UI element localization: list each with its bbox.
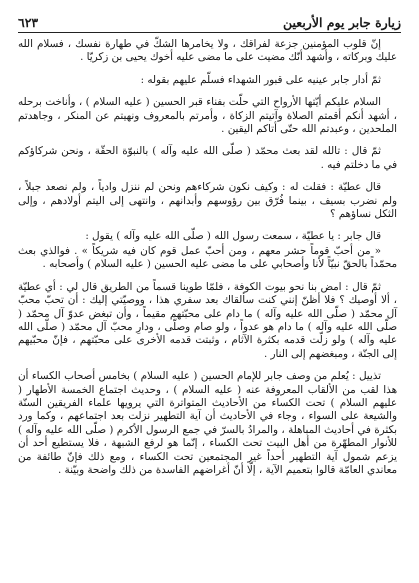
header-rule [18,32,401,33]
paragraph: قال جابر : يا عطيّة ، سمعت رسول الله ( صلّى الله عليه وآله ) يقول : [85,230,381,243]
paragraph: السلام عليكم أيّتها الأرواح التي حلّت بفناء قبر الحسين ( عليه السلام ) ، وأناخت برحله ، أشهد أنكم أقمتم الصلاة وآتيتم الزكاة ، وأمرتم بالمعروف ونهيتم عن المنكر ، وجاهدتم الملحدين ، وعبدتم الله حتّى أتاكم اليقين . [18,96,397,136]
page-number: ٦٢٣ [18,15,39,30]
page-header [18,10,401,30]
paragraph: ثمّ قال : امض بنا نحو بيوت الكوفة ، فلمّا طوينا قسماً من الطريق قال لي : أي عطيّة ، ألا أوصيك ؟ فلا أظنّ إنني كنت سألقاك بعد سفري هذا ، ووصيّتي إليك : أن تحبّ محبّ آل محمّد ( صلّى الله عليه وآله ) ما دام على محبّتهم مقيماً ، وأن تبغض عدوّ آل محمّد ( صلّى الله عليه وآله ) ما دام هو عدواً ، ولو صام وصلّى ، ودارِ محبّ آل محمّد ( صلّى الله عليه وآله ) ولو زلّت قدمه بكثرة الآثام ، وثبتت قدمه الأخرى على محبّتهم ، فإنّ محبّيهم إلى الجنّة ، ومبغضهم إلى النار . [18,280,397,360]
paragraph: إنّ قلوب المؤمنين جزعة لفراقك ، ولا يخامرها الشكّ في طهارة نفسك ، فسلام الله عليك وبركاته ، وأشهد أنّك مضيت على ما مضى عليه أخوك يحيى بن زكريّا . [18,38,397,64]
paragraph: تذييل : يُعلم من وصف جابر للإمام الحسين ( عليه السلام ) بخامس أصحاب الكساء أن هذا لقب من الألقاب المعروفة عنه ( عليه السلام ) ، وحديث اجتماع الخمسة الأطهار ( عليهم السلام ) تحت الكساء من الأحاديث المتواترة التي يرويها علماء الفريقين السنّة والشيعة على السواء ، وجاء في الأحاديث أن آية التطهير نزلت بعد اجتماعهم ، وكما ورد بكثرة في أحاديث المباهلة ، والمرادُ بالسرّ في جمع الرسول الأكرم ( صلّى الله عليه وآله ) للأنوار المطهّرة من أهل البيت تحت الكساء ، إنّما هو لرفع الشبهة ، فلا يستطيع أحد أن يزعم شمول آية التطهير أحداً غير المجتمعين تحت الكساء ، ومع ذلك فإنّ طائفة من معاندي العامّة قالوا بتعميم الآية ، إلّا أنّ أغراضهم الفاسدة من ذلك واضحة وبيّنة . [18,370,397,476]
paragraph: ثمّ قال : تالله لقد بعث محمّد ( صلّى الله عليه وآله ) بالنبوّة الحقّة ، ونحن شركاؤكم في ما دخلتم فيه . [18,145,397,171]
paragraph: « من أحبّ قوماً حشر معهم ، ومن أحبّ عمل قوم كان فيه شريكاً » . فوالذي بعث محمّداً بالحقّ نبيّاً لأنا وأصحابي على ما مضى عليه الحسين ( عليه السلام ) وأصحابه . [18,244,397,271]
paragraph: ثمّ أدار جابر عينيه على قبور الشهداء فسلّم عليهم بقوله : [140,73,381,86]
page-body [18,38,397,577]
running-title: زيارة جابر يوم الأربعين [283,15,401,30]
paragraph: قال عطيّة : فقلت له : وكيف نكون شركاءهم ونحن لم ننزل وادياً ، ولم نصعد جبلاً ، ولم نضرب بسيف ، بينما فُرّق بين رؤوسهم وأبدانهم ، وانتهى إلى اليتم أولادهم ، وإلى الثكل نساؤهم ؟ [18,181,397,221]
